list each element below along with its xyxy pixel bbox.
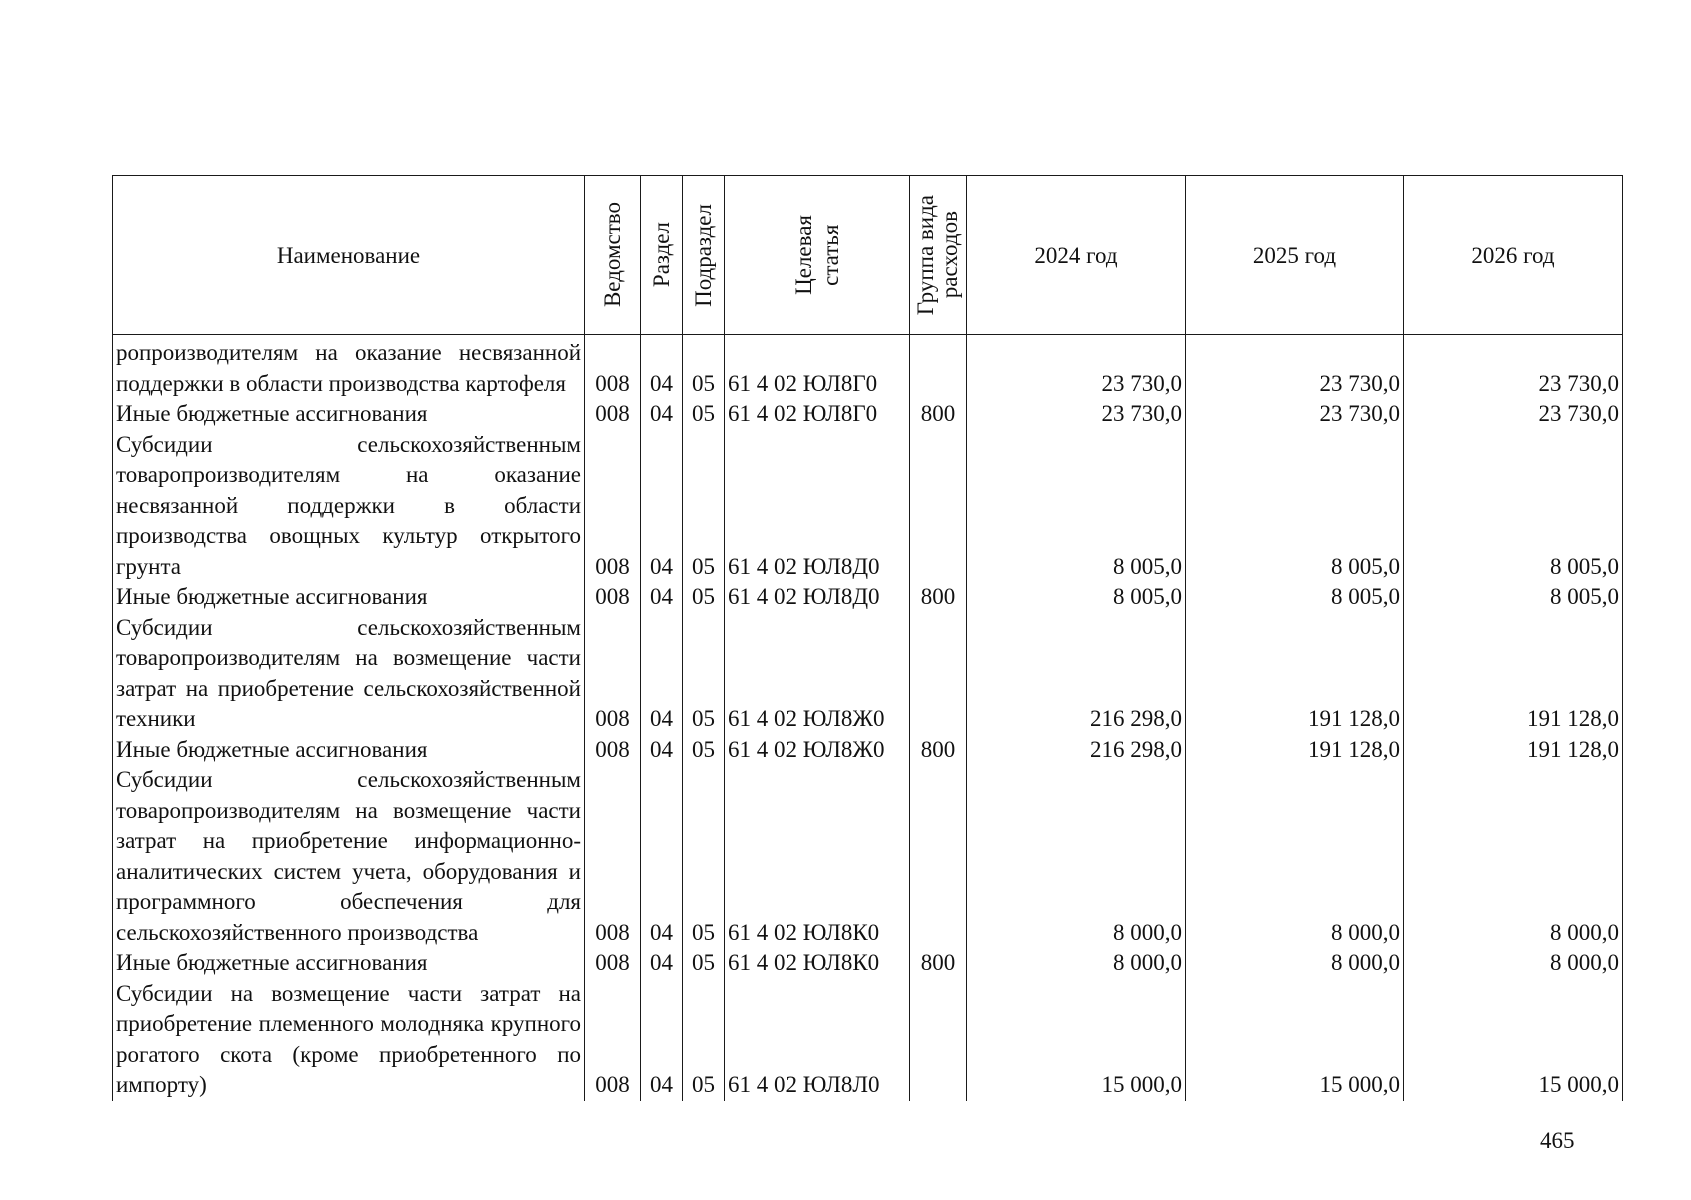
cell-celevaya-statya: 61 4 02 ЮЛ8К0 <box>725 948 910 979</box>
cell-celevaya-statya: 61 4 02 ЮЛ8Ж0 <box>725 735 910 766</box>
cell-gruppa-vida-raskhodov: 800 <box>910 399 967 430</box>
cell-name: Субсидии на возмещение части затрат на приобретение племенного молодняка крупного рогатого скота (кроме приобретенного по импорту) <box>113 979 585 1101</box>
table-row <box>113 979 1623 1101</box>
cell-podrazdel: 05 <box>683 735 725 766</box>
cell-name: Субсидии сельскохозяйственным товаропроизводителям на оказание несвязанной поддержки в области производства овощных культур открытого грунта <box>113 430 585 583</box>
table-row <box>113 399 1623 430</box>
cell-celevaya-statya: 61 4 02 ЮЛ8Д0 <box>725 582 910 613</box>
cell-2025: 8 000,0 <box>1186 948 1404 979</box>
cell-podrazdel: 05 <box>683 335 725 400</box>
header-2025: 2025 год <box>1186 176 1404 335</box>
cell-2026: 191 128,0 <box>1404 735 1623 766</box>
cell-2025: 15 000,0 <box>1186 979 1404 1101</box>
cell-2025: 8 005,0 <box>1186 582 1404 613</box>
cell-celevaya-statya: 61 4 02 ЮЛ8К0 <box>725 765 910 948</box>
cell-2024: 8 005,0 <box>967 430 1186 583</box>
cell-2024: 216 298,0 <box>967 735 1186 766</box>
cell-name: Иные бюджетные ассигнования <box>113 582 585 613</box>
cell-2025: 23 730,0 <box>1186 399 1404 430</box>
cell-vedomstvo: 008 <box>585 979 641 1101</box>
cell-razdel: 04 <box>641 979 683 1101</box>
cell-celevaya-statya: 61 4 02 ЮЛ8Д0 <box>725 430 910 583</box>
cell-vedomstvo: 008 <box>585 765 641 948</box>
cell-razdel: 04 <box>641 582 683 613</box>
cell-vedomstvo: 008 <box>585 399 641 430</box>
table-row <box>113 765 1623 948</box>
cell-razdel: 04 <box>641 613 683 735</box>
table-row <box>113 430 1623 583</box>
header-name: Наименование <box>113 176 585 335</box>
cell-2026: 191 128,0 <box>1404 613 1623 735</box>
cell-vedomstvo: 008 <box>585 948 641 979</box>
cell-2024: 23 730,0 <box>967 399 1186 430</box>
cell-celevaya-statya: 61 4 02 ЮЛ8Г0 <box>725 399 910 430</box>
cell-2024: 23 730,0 <box>967 335 1186 400</box>
cell-2026: 8 005,0 <box>1404 582 1623 613</box>
header-podrazdel: Подраздел <box>683 176 725 335</box>
cell-gruppa-vida-raskhodov <box>910 430 967 583</box>
cell-razdel: 04 <box>641 399 683 430</box>
cell-2024: 8 000,0 <box>967 948 1186 979</box>
cell-celevaya-statya: 61 4 02 ЮЛ8Л0 <box>725 979 910 1101</box>
cell-name: Иные бюджетные ассигнования <box>113 948 585 979</box>
header-celevaya-statya: Целевая статья <box>725 176 910 335</box>
page-number: 465 <box>1540 1128 1575 1153</box>
cell-vedomstvo: 008 <box>585 582 641 613</box>
cell-2025: 8 000,0 <box>1186 765 1404 948</box>
cell-vedomstvo: 008 <box>585 430 641 583</box>
cell-name: Иные бюджетные ассигнования <box>113 735 585 766</box>
header-2024: 2024 год <box>967 176 1186 335</box>
cell-name: Иные бюджетные ассигнования <box>113 399 585 430</box>
table-row <box>113 335 1623 400</box>
cell-2026: 23 730,0 <box>1404 335 1623 400</box>
cell-celevaya-statya: 61 4 02 ЮЛ8Ж0 <box>725 613 910 735</box>
header-2026: 2026 год <box>1404 176 1623 335</box>
cell-podrazdel: 05 <box>683 979 725 1101</box>
cell-gruppa-vida-raskhodov <box>910 765 967 948</box>
cell-gruppa-vida-raskhodov <box>910 335 967 400</box>
cell-2025: 191 128,0 <box>1186 735 1404 766</box>
cell-name: ропроизводителям на оказание несвязанной поддержки в области производства картофеля <box>113 335 585 400</box>
cell-gruppa-vida-raskhodov: 800 <box>910 735 967 766</box>
header-gruppa-vida-raskhodov: Группа вида расходов <box>910 176 967 335</box>
cell-2026: 8 000,0 <box>1404 948 1623 979</box>
cell-gruppa-vida-raskhodov: 800 <box>910 948 967 979</box>
cell-podrazdel: 05 <box>683 613 725 735</box>
cell-podrazdel: 05 <box>683 948 725 979</box>
cell-gruppa-vida-raskhodov <box>910 979 967 1101</box>
cell-2026: 8 000,0 <box>1404 765 1623 948</box>
cell-2026: 23 730,0 <box>1404 399 1623 430</box>
table-header <box>113 176 1623 335</box>
cell-2024: 8 000,0 <box>967 765 1186 948</box>
cell-2025: 23 730,0 <box>1186 335 1404 400</box>
cell-2024: 15 000,0 <box>967 979 1186 1101</box>
table-row <box>113 735 1623 766</box>
header-vedomstvo: Ведомство <box>585 176 641 335</box>
cell-name: Субсидии сельскохозяйственным товаропроизводителям на возмещение части затрат на приобретение сельскохозяйственной техники <box>113 613 585 735</box>
cell-vedomstvo: 008 <box>585 613 641 735</box>
budget-table <box>112 175 1623 1101</box>
cell-razdel: 04 <box>641 948 683 979</box>
table-row <box>113 582 1623 613</box>
cell-gruppa-vida-raskhodov <box>910 613 967 735</box>
table-row <box>113 613 1623 735</box>
cell-razdel: 04 <box>641 735 683 766</box>
cell-2025: 8 005,0 <box>1186 430 1404 583</box>
cell-podrazdel: 05 <box>683 765 725 948</box>
cell-2026: 15 000,0 <box>1404 979 1623 1101</box>
cell-2024: 216 298,0 <box>967 613 1186 735</box>
header-razdel: Раздел <box>641 176 683 335</box>
cell-podrazdel: 05 <box>683 582 725 613</box>
cell-celevaya-statya: 61 4 02 ЮЛ8Г0 <box>725 335 910 400</box>
cell-razdel: 04 <box>641 335 683 400</box>
cell-vedomstvo: 008 <box>585 335 641 400</box>
cell-2026: 8 005,0 <box>1404 430 1623 583</box>
table-row <box>113 948 1623 979</box>
cell-2025: 191 128,0 <box>1186 613 1404 735</box>
cell-razdel: 04 <box>641 765 683 948</box>
cell-2024: 8 005,0 <box>967 582 1186 613</box>
cell-gruppa-vida-raskhodov: 800 <box>910 582 967 613</box>
cell-podrazdel: 05 <box>683 430 725 583</box>
table-body <box>113 335 1623 1101</box>
cell-podrazdel: 05 <box>683 399 725 430</box>
cell-vedomstvo: 008 <box>585 735 641 766</box>
cell-name: Субсидии сельскохозяйственным товаропроизводителям на возмещение части затрат на приобретение информационно-аналитических систем учета, оборудования и программного обеспечения для сельскохозяйственного производства <box>113 765 585 948</box>
cell-razdel: 04 <box>641 430 683 583</box>
